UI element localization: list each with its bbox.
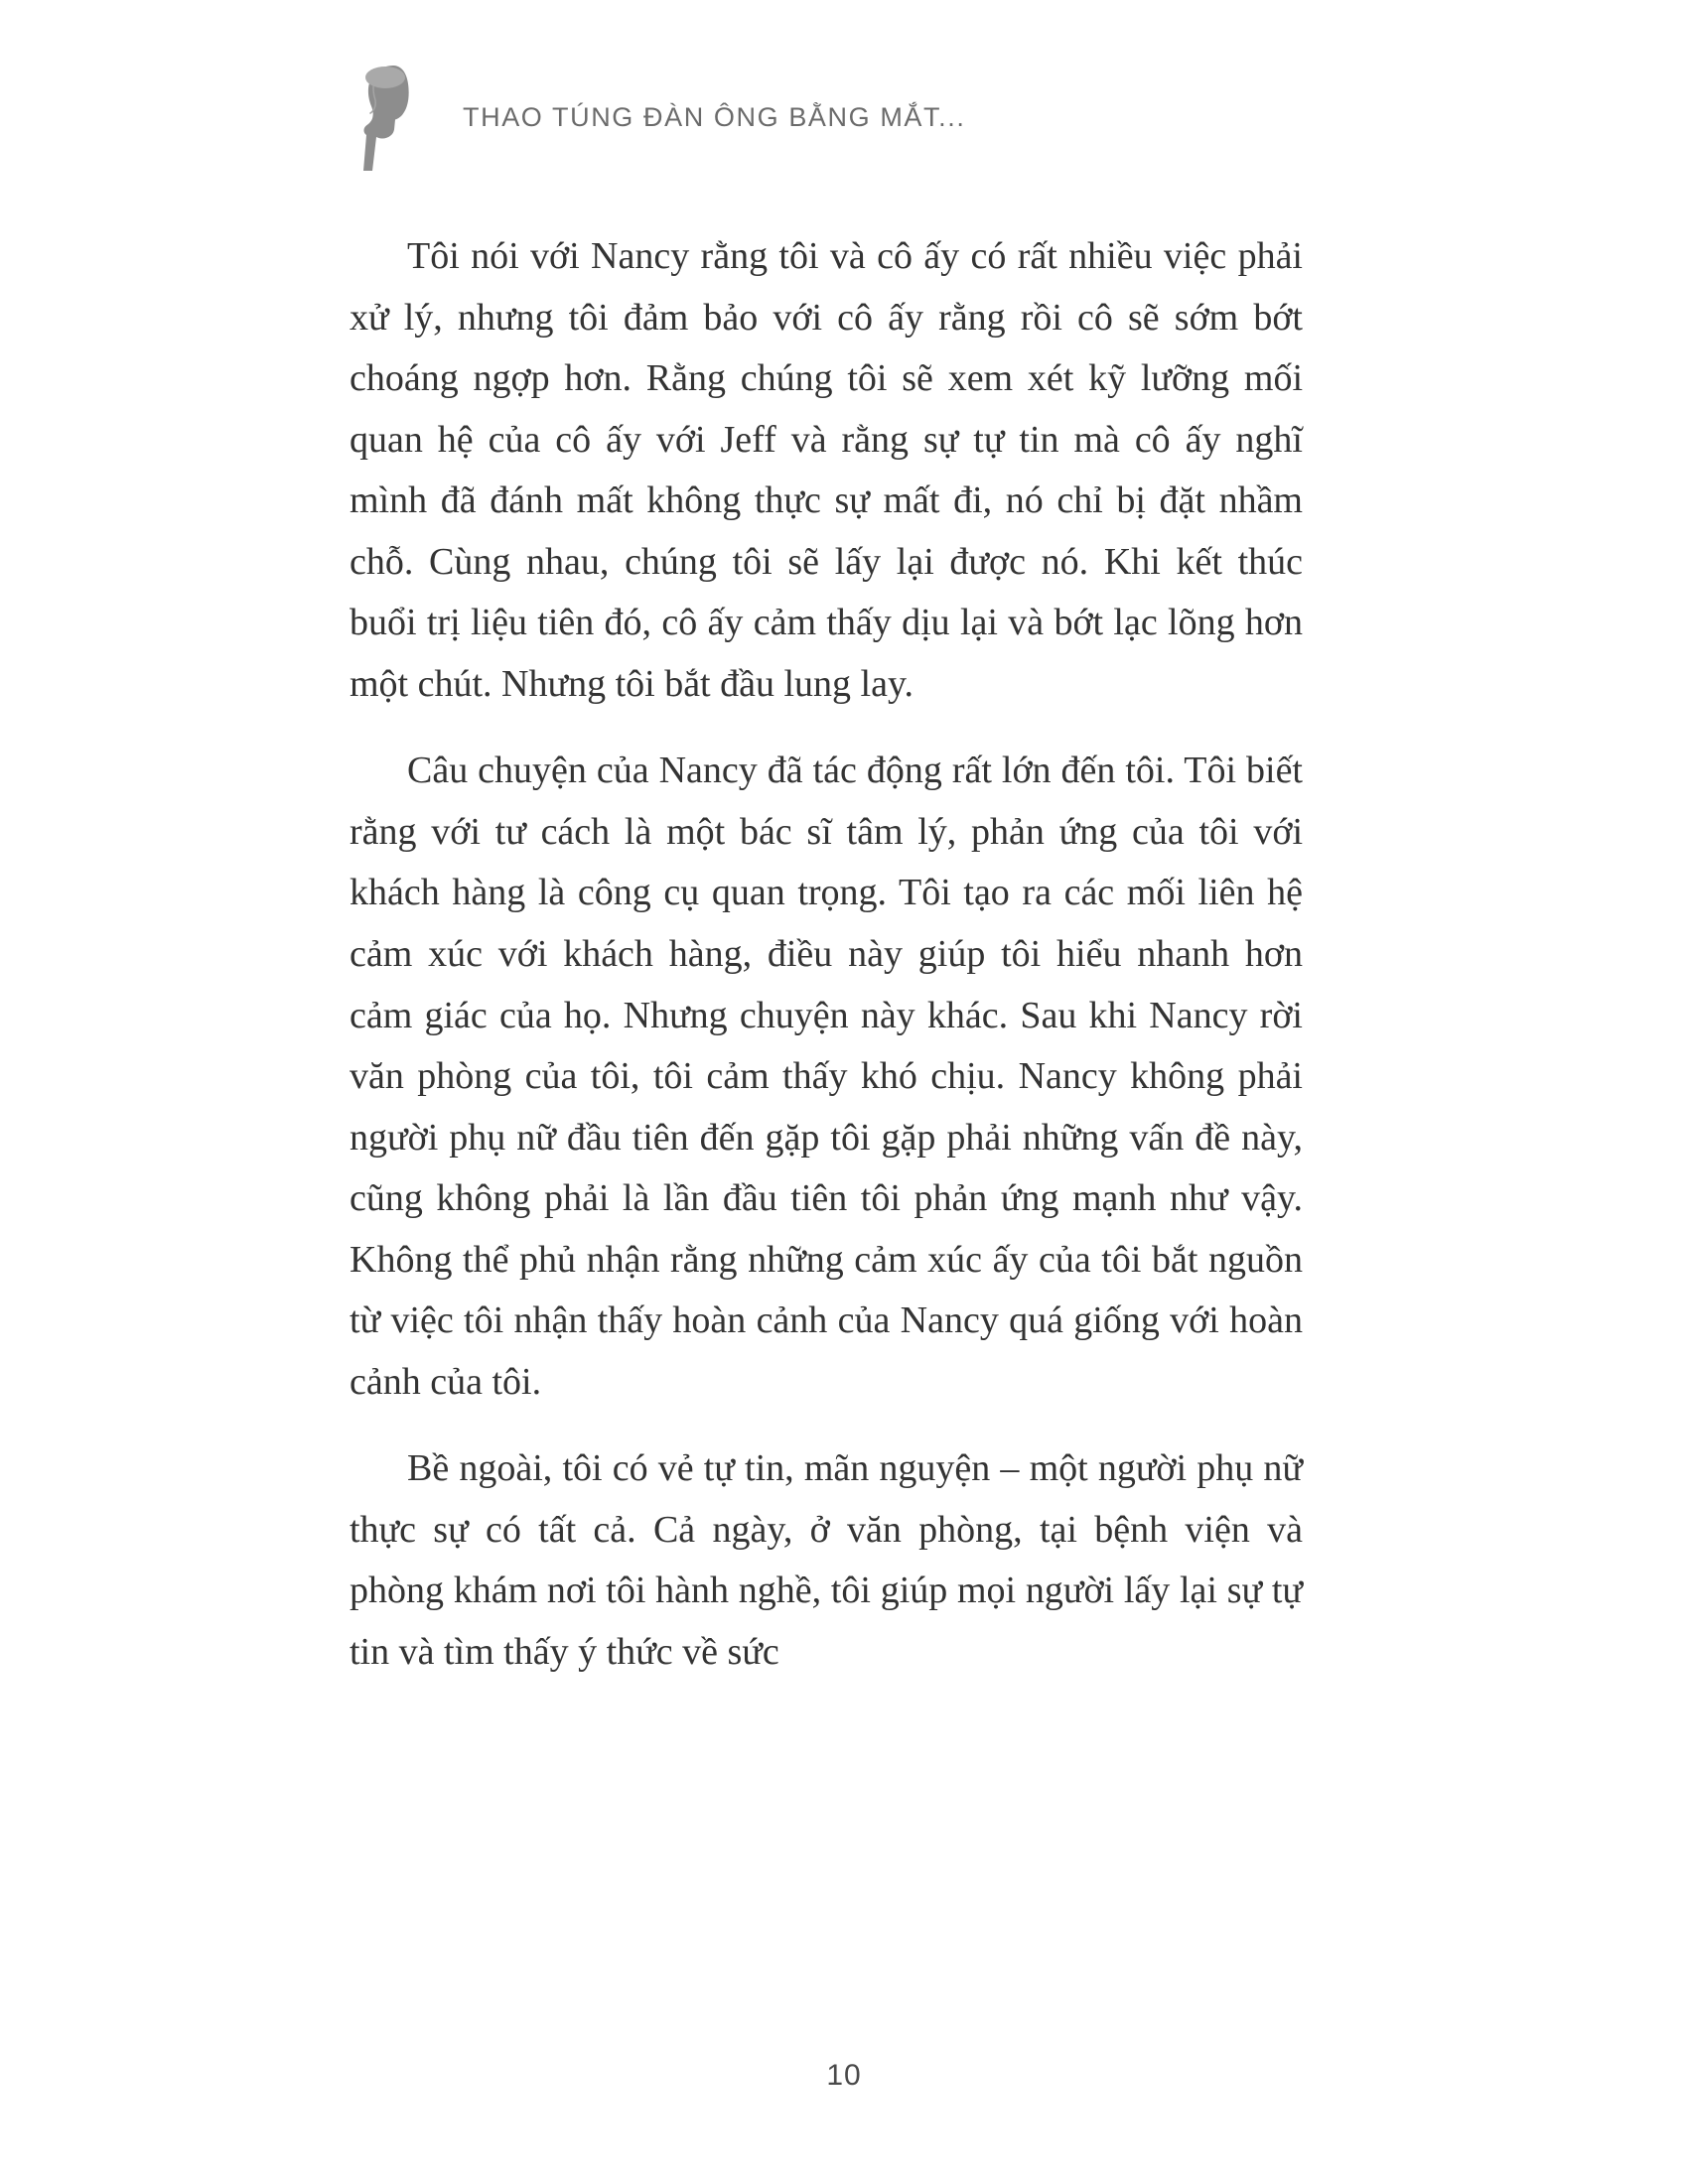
paragraph: Tôi nói với Nancy rằng tôi và cô ấy có rất nhiều việc phải xử lý, nhưng tôi đảm bảo với cô ấy rằng rồi cô sẽ sớm bớt choáng ngợp hơn. Rằng chúng tôi sẽ xem xét kỹ lưỡng mối quan hệ của cô ấy với Jeff và rằng sự tự tin mà cô ấy nghĩ mình đã đánh mất không thực sự mất đi, nó chỉ bị đặt nhầm chỗ. Cùng nhau, chúng tôi sẽ lấy lại được nó. Khi kết thúc buổi trị liệu tiên đó, cô ấy cảm thấy dịu lại và bớt lạc lõng hơn một chút. Nhưng tôi bắt đầu lung lay. xyxy=(350,235,1303,705)
paragraph: Câu chuyện của Nancy đã tác động rất lớn đến tôi. Tôi biết rằng với tư cách là một bác sĩ tâm lý, phản ứng của tôi với khách hàng là công cụ quan trọng. Tôi tạo ra các mối liên hệ cảm xúc với khách hàng, điều này giúp tôi hiểu nhanh hơn cảm giác của họ. Nhưng chuyện này khác. Sau khi Nancy rời văn phòng của tôi, tôi cảm thấy khó chịu. Nancy không phải người phụ nữ đầu tiên đến gặp tôi gặp phải những vấn đề này, cũng không phải là lần đầu tiên tôi phản ứng mạnh như vậy. Không thể phủ nhận rằng những cảm xúc ấy của tôi bắt nguồn từ việc tôi nhận thấy hoàn cảnh của Nancy quá giống với hoàn cảnh của tôi. xyxy=(350,750,1303,1403)
body-text xyxy=(350,226,1303,1684)
woman-silhouette-icon xyxy=(350,62,435,173)
page-number: 10 xyxy=(826,2059,862,2092)
paragraph: Bề ngoài, tôi có vẻ tự tin, mãn nguyện – một người phụ nữ thực sự có tất cả. Cả ngày, ở văn phòng, tại bệnh viện và phòng khám nơi tôi hành nghề, tôi giúp mọi người lấy lại sự tự tin và tìm thấy ý thức về sức xyxy=(350,1447,1303,1674)
running-header xyxy=(350,62,965,173)
header-title: THAO TÚNG ĐÀN ÔNG BẰNG MẮT... xyxy=(463,101,966,132)
